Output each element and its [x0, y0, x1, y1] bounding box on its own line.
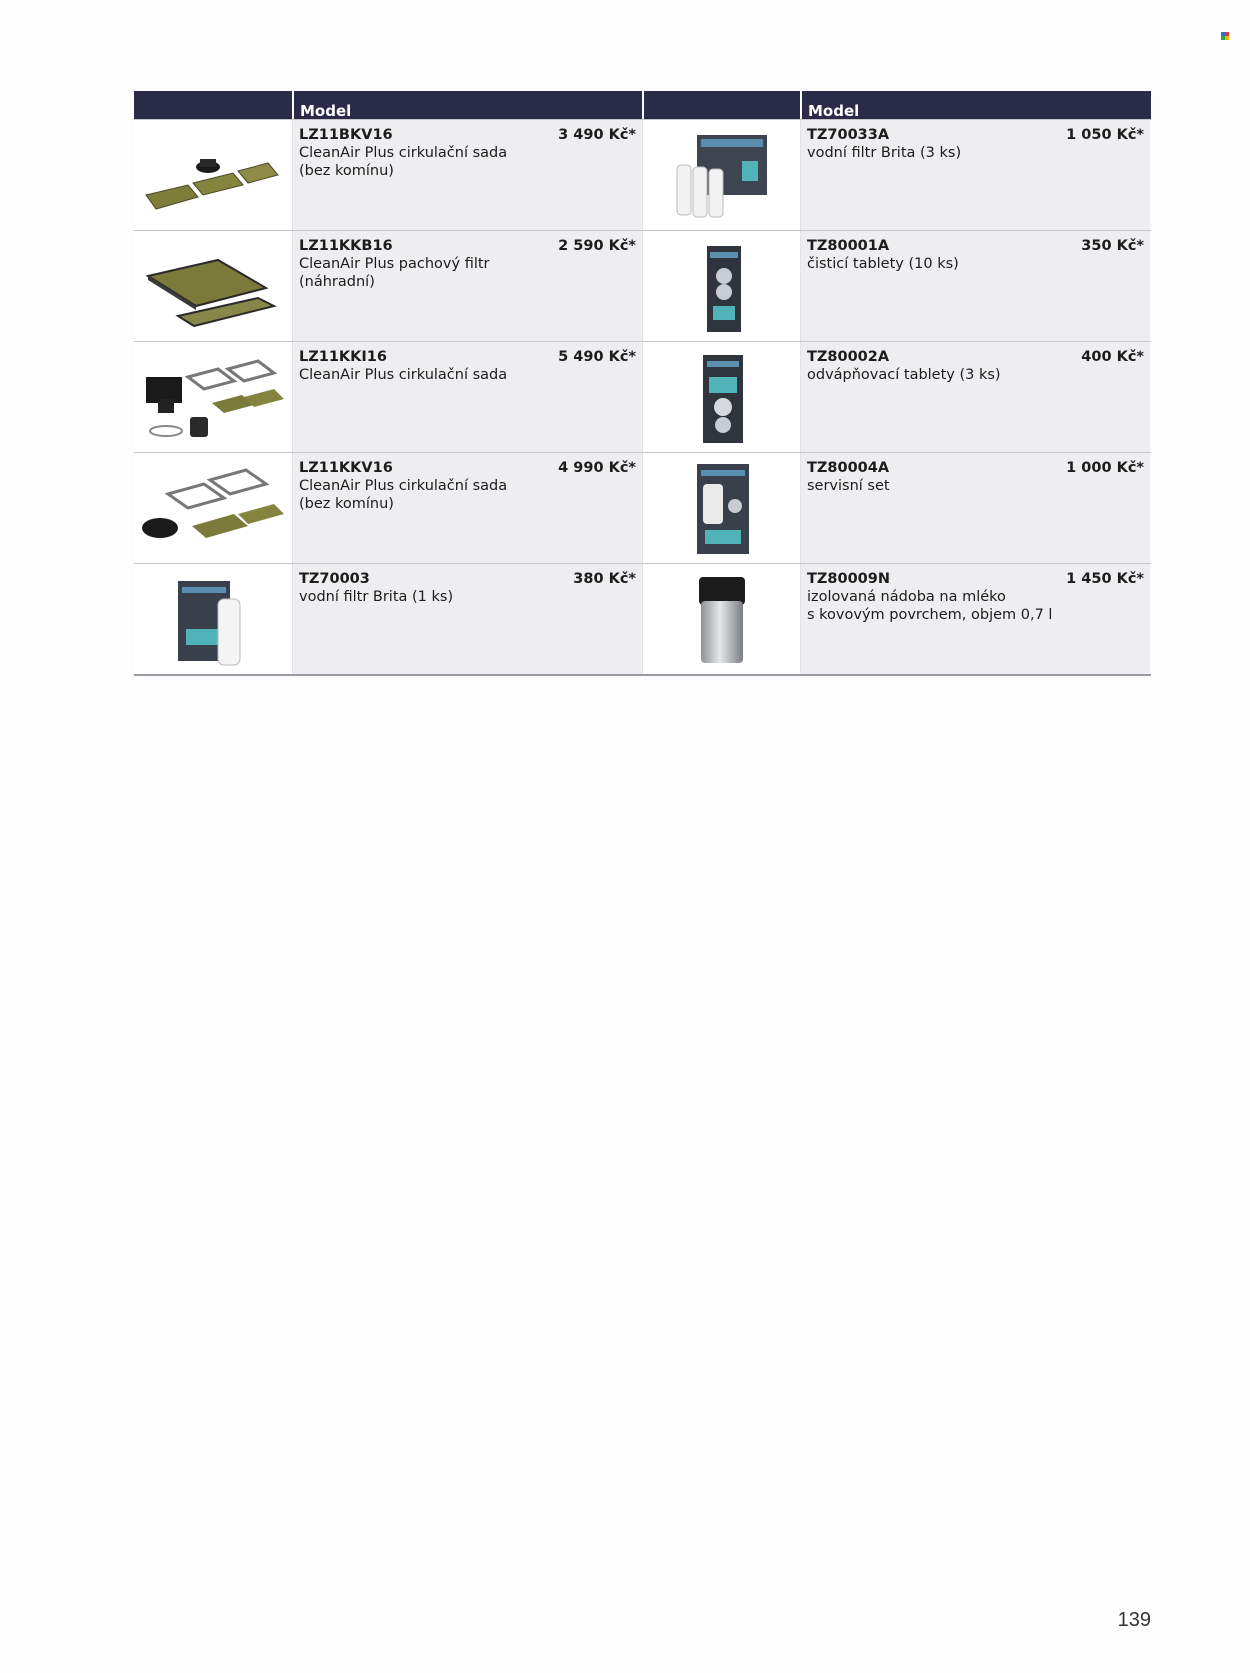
product-info-cell	[800, 231, 1150, 341]
product-description: vodní filtr Brita (1 ks)	[299, 589, 454, 605]
price: 3 490 Kč*	[558, 127, 636, 143]
product-image-cell	[642, 342, 800, 452]
price: 2 590 Kč*	[558, 238, 636, 254]
model-number: TZ80001A	[807, 238, 890, 254]
product-info-cell	[292, 231, 642, 341]
price: 400 Kč*	[1081, 349, 1144, 365]
product-image-cell	[642, 120, 800, 230]
table-row	[134, 452, 1151, 563]
product-description: CleanAir Plus pachový filtr (náhradní)	[299, 256, 490, 290]
service-set-image	[647, 458, 797, 558]
model-number: LZ11KKI16	[299, 349, 387, 365]
product-info-cell	[800, 120, 1150, 230]
model-number: LZ11KKB16	[299, 238, 393, 254]
product-description: CleanAir Plus cirkulační sada (bez komínu)	[299, 145, 508, 179]
descaling-tablets-box-image	[647, 347, 797, 447]
price: 1 050 Kč*	[1066, 127, 1144, 143]
table-header	[134, 91, 1151, 119]
product-image-cell	[642, 453, 800, 563]
model-number: LZ11KKV16	[299, 460, 393, 476]
price: 1 450 Kč*	[1066, 571, 1144, 587]
table-row	[134, 230, 1151, 341]
product-info-cell	[800, 453, 1150, 563]
header-model-left: Model	[292, 91, 642, 119]
price: 5 490 Kč*	[558, 349, 636, 365]
filter-set-image	[138, 125, 288, 225]
header-model-right: Model	[800, 91, 1150, 119]
header-image-column	[642, 91, 800, 119]
cleaning-tablets-box-image	[647, 236, 797, 336]
model-number: LZ11BKV16	[299, 127, 393, 143]
model-number: TZ80004A	[807, 460, 890, 476]
product-image-cell	[134, 453, 292, 563]
header-image-column	[134, 91, 292, 119]
product-description: odvápňovací tablety (3 ks)	[807, 367, 1001, 383]
product-image-cell	[642, 231, 800, 341]
product-description: CleanAir Plus cirkulační sada (bez komínu)	[299, 478, 508, 512]
model-number: TZ70003	[299, 571, 370, 587]
product-info-cell	[800, 342, 1150, 452]
corner-color-mark	[1221, 32, 1229, 40]
product-description: servisní set	[807, 478, 890, 494]
price: 350 Kč*	[1081, 238, 1144, 254]
page-number: 139	[1117, 1609, 1151, 1631]
product-info-cell	[292, 453, 642, 563]
recirculation-kit-image	[138, 347, 288, 447]
water-filter-single-image	[138, 569, 288, 669]
model-number: TZ80002A	[807, 349, 890, 365]
accessories-table	[134, 91, 1151, 676]
product-image-cell	[134, 342, 292, 452]
table-row	[134, 119, 1151, 230]
model-number: TZ80009N	[807, 571, 890, 587]
product-info-cell	[292, 564, 642, 674]
price: 4 990 Kč*	[558, 460, 636, 476]
model-number: TZ70033A	[807, 127, 890, 143]
product-info-cell	[800, 564, 1150, 674]
water-filter-pack-image	[647, 125, 797, 225]
price: 380 Kč*	[573, 571, 636, 587]
price: 1 000 Kč*	[1066, 460, 1144, 476]
odour-filter-image	[138, 236, 288, 336]
product-image-cell	[134, 120, 292, 230]
table-row	[134, 341, 1151, 452]
recirculation-kit-no-chimney-image	[138, 458, 288, 558]
milk-container-image	[647, 569, 797, 669]
product-description: čisticí tablety (10 ks)	[807, 256, 959, 272]
product-image-cell	[134, 564, 292, 674]
table-row	[134, 563, 1151, 676]
product-description: CleanAir Plus cirkulační sada	[299, 367, 508, 383]
product-image-cell	[134, 231, 292, 341]
product-info-cell	[292, 120, 642, 230]
product-image-cell	[642, 564, 800, 674]
product-description: vodní filtr Brita (3 ks)	[807, 145, 962, 161]
product-description: izolovaná nádoba na mléko s kovovým povrchem, objem 0,7 l	[807, 589, 1053, 623]
product-info-cell	[292, 342, 642, 452]
